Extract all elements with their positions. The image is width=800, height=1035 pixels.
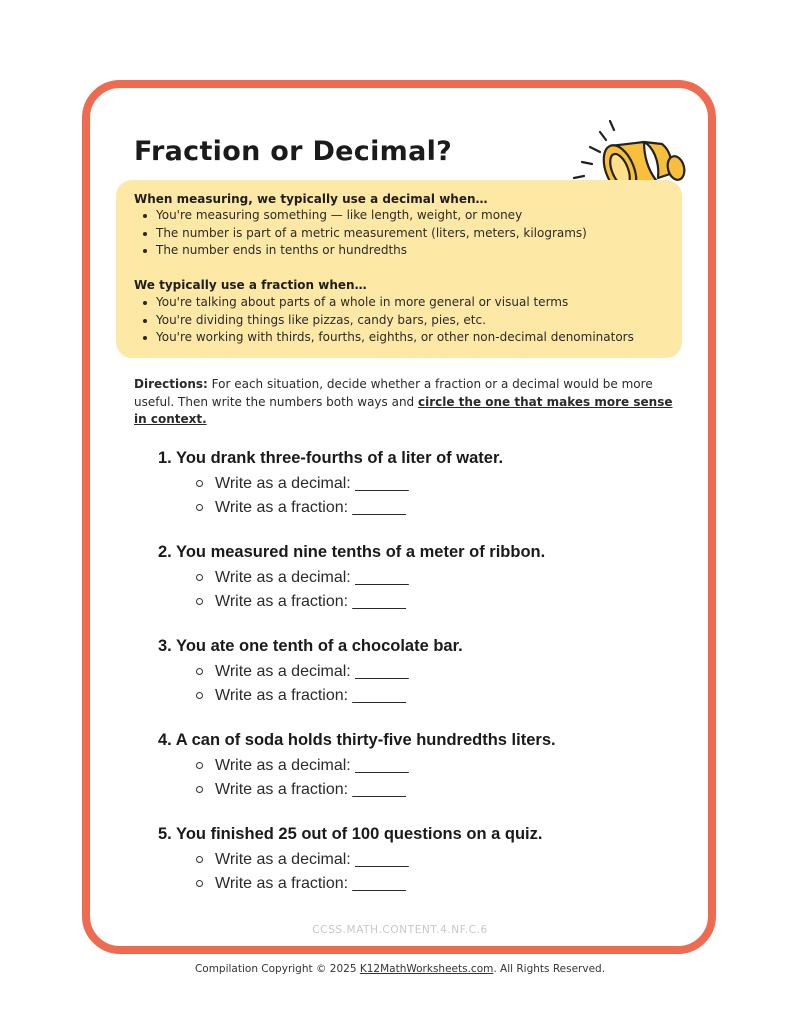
directions: [134, 376, 682, 429]
fraction-answer-line[interactable]: [158, 589, 545, 613]
decimal-heading: When measuring, we typically use a decimal when…: [134, 192, 488, 206]
decimal-answer-line[interactable]: [158, 471, 503, 495]
copyright: [0, 963, 800, 975]
list-item: You're working with thirds, fourths, eighths, or other non-decimal denominators: [140, 329, 634, 347]
fraction-prompt: Write as a fraction: ______: [215, 874, 406, 892]
decimal-prompt: Write as a decimal: ______: [215, 663, 409, 680]
list-item: The number is part of a metric measurement (liters, meters, kilograms): [140, 225, 587, 243]
hollow-bullet-icon: [196, 692, 203, 699]
question-5: [158, 825, 542, 894]
hollow-bullet-icon: [196, 786, 203, 793]
hollow-bullet-icon: [196, 880, 203, 887]
directions-emphasis: circle the one that makes more sense in context.: [134, 394, 673, 426]
decimal-answer-line[interactable]: [158, 659, 463, 683]
question-title: 4. A can of soda holds thirty-five hundredths liters.: [158, 731, 556, 749]
list-item: You're talking about parts of a whole in more general or visual terms: [140, 294, 634, 312]
fraction-answer-line[interactable]: [158, 495, 503, 519]
fraction-prompt: Write as a fraction: ______: [215, 592, 406, 610]
question-4: [158, 731, 556, 800]
copyright-prefix: Compilation Copyright © 2025: [194, 963, 360, 975]
hollow-bullet-icon: [196, 480, 203, 487]
hollow-bullet-icon: [196, 504, 203, 511]
hollow-bullet-icon: [196, 762, 203, 769]
directions-label: Directions:: [134, 377, 208, 391]
fraction-prompt: Write as a fraction: ______: [215, 780, 406, 798]
fraction-prompt: Write as a fraction: ______: [215, 498, 406, 516]
decimal-prompt: Write as a decimal: ______: [215, 569, 409, 586]
fraction-heading: We typically use a fraction when…: [134, 278, 367, 292]
list-item: You're measuring something — like length, weight, or money: [140, 207, 587, 225]
question-3: [158, 637, 463, 706]
question-2: [158, 543, 545, 612]
question-title: 5. You finished 25 out of 100 questions on a quiz.: [158, 825, 543, 843]
question-1: [158, 449, 503, 518]
fraction-answer-line[interactable]: [158, 871, 542, 895]
fraction-list: [140, 294, 634, 347]
copyright-suffix: . All Rights Reserved.: [493, 963, 606, 975]
decimal-prompt: Write as a decimal: ______: [215, 757, 409, 774]
decimal-prompt: Write as a decimal: ______: [215, 851, 409, 868]
fraction-answer-line[interactable]: [158, 777, 556, 801]
decimal-list: [140, 207, 587, 260]
page-title: Fraction or Decimal?: [134, 136, 453, 167]
hollow-bullet-icon: [196, 598, 203, 605]
hollow-bullet-icon: [196, 668, 203, 675]
decimal-answer-line[interactable]: [158, 753, 556, 777]
hollow-bullet-icon: [196, 856, 203, 863]
list-item: The number ends in tenths or hundredths: [140, 242, 587, 260]
fraction-answer-line[interactable]: [158, 683, 463, 707]
hollow-bullet-icon: [196, 574, 203, 581]
list-item: You're dividing things like pizzas, candy bars, pies, etc.: [140, 312, 634, 330]
standard-code: CCSS.MATH.CONTENT.4.NF.C.6: [312, 924, 488, 936]
directions-text: For each situation, decide whether a fraction or a decimal would be more useful. Then write the numbers both ways and: [134, 377, 653, 409]
fraction-prompt: Write as a fraction: ______: [215, 686, 406, 704]
decimal-prompt: Write as a decimal: ______: [215, 475, 409, 492]
decimal-answer-line[interactable]: [158, 565, 545, 589]
question-title: 3. You ate one tenth of a chocolate bar.: [158, 637, 463, 655]
question-title: 2. You measured nine tenths of a meter of ribbon.: [158, 543, 546, 561]
site-link[interactable]: K12MathWorksheets.com: [359, 963, 494, 975]
question-title: 1. You drank three-fourths of a liter of water.: [158, 449, 504, 467]
decimal-answer-line[interactable]: [158, 847, 542, 871]
